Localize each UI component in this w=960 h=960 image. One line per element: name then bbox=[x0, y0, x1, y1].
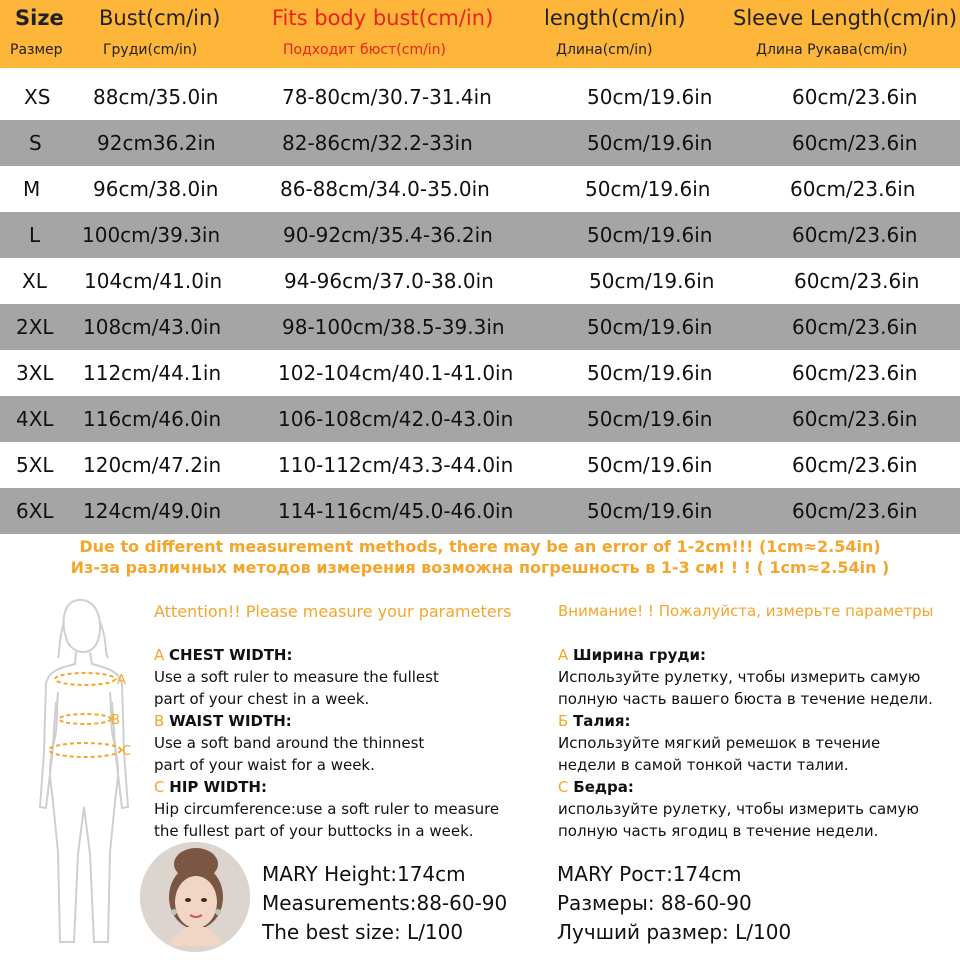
hip-line-2-ru: полную часть ягодиц в течение недели. bbox=[558, 822, 879, 840]
table-header bbox=[0, 0, 960, 68]
header-bust: Bust(cm/in) bbox=[99, 6, 221, 30]
waist-line-1-ru: Используйте мягкий ремешок в течение bbox=[558, 734, 881, 752]
header-fits: Fits body bust(cm/in) bbox=[272, 6, 494, 30]
hip-label-ru: Бедра: bbox=[573, 778, 634, 796]
model-height: MARY Height:174cm bbox=[262, 862, 466, 886]
size-cell: 2XL bbox=[16, 315, 54, 339]
length-cell: 50cm/19.6in bbox=[587, 85, 713, 109]
fits-cell: 90-92cm/35.4-36.2in bbox=[283, 223, 493, 247]
hip-line-1-ru: используйте рулетку, чтобы измерить самую bbox=[558, 800, 919, 818]
size-cell: 5XL bbox=[16, 453, 54, 477]
sleeve-cell: 60cm/23.6in bbox=[792, 499, 918, 523]
hip-label: HIP WIDTH: bbox=[169, 778, 267, 796]
table-row bbox=[0, 304, 960, 350]
size-cell: 6XL bbox=[16, 499, 54, 523]
hip-line-1: Hip circumference:use a soft ruler to measure bbox=[154, 800, 500, 818]
bust-cell: 112cm/44.1in bbox=[83, 361, 222, 385]
fits-cell: 106-108cm/42.0-43.0in bbox=[278, 407, 514, 431]
fits-cell: 86-88cm/34.0-35.0in bbox=[280, 177, 490, 201]
sleeve-cell: 60cm/23.6in bbox=[790, 177, 916, 201]
chest-line-2: part of your chest in a week. bbox=[154, 690, 370, 708]
size-cell: XL bbox=[22, 269, 47, 293]
waist-letter: B bbox=[154, 712, 165, 730]
bust-cell: 104cm/41.0in bbox=[84, 269, 223, 293]
sleeve-cell: 60cm/23.6in bbox=[792, 223, 918, 247]
model-measurements-ru: Размеры: 88-60-90 bbox=[557, 891, 752, 915]
model-best-size: The best size: L/100 bbox=[262, 920, 464, 944]
table-row bbox=[0, 350, 960, 396]
bust-cell: 92cm36.2in bbox=[97, 131, 216, 155]
sleeve-cell: 60cm/23.6in bbox=[792, 131, 918, 155]
header-length: length(cm/in) bbox=[544, 6, 686, 30]
size-cell: 4XL bbox=[16, 407, 54, 431]
table-row bbox=[0, 258, 960, 304]
hip-line-2: the fullest part of your buttocks in a week. bbox=[154, 822, 474, 840]
length-cell: 50cm/19.6in bbox=[587, 453, 713, 477]
bust-cell: 124cm/49.0in bbox=[83, 499, 222, 523]
sleeve-cell: 60cm/23.6in bbox=[792, 453, 918, 477]
chest-letter: A bbox=[154, 646, 165, 664]
header-bust-ru: Груди(cm/in) bbox=[103, 42, 198, 58]
length-cell: 50cm/19.6in bbox=[587, 499, 713, 523]
header-fits-ru: Подходит бюст(cm/in) bbox=[283, 42, 447, 58]
length-cell: 50cm/19.6in bbox=[587, 223, 713, 247]
size-cell: 3XL bbox=[16, 361, 54, 385]
waist-label-ru: Талия: bbox=[573, 712, 631, 730]
error-note-ru: Из-за различных методов измерения возможна погрешность в 1-3 см! ! ! ( 1cm≈2.54in ) bbox=[70, 558, 890, 577]
table-row bbox=[0, 166, 960, 212]
chest-letter-ru: А bbox=[558, 646, 569, 664]
header-sleeve: Sleeve Length(cm/in) bbox=[733, 6, 958, 30]
waist-label: WAIST WIDTH: bbox=[169, 712, 292, 730]
size-table bbox=[0, 74, 960, 534]
chest-label: CHEST WIDTH: bbox=[169, 646, 293, 664]
table-row bbox=[0, 74, 960, 120]
fits-cell: 110-112cm/43.3-44.0in bbox=[278, 453, 514, 477]
error-note-en: Due to different measurement methods, there may be an error of 1-2cm!!! (1cm≈2.54in) bbox=[79, 537, 881, 556]
fits-cell: 78-80cm/30.7-31.4in bbox=[282, 85, 492, 109]
model-measurements: Measurements:88-60-90 bbox=[262, 891, 508, 915]
chest-label-ru: Ширина груди: bbox=[573, 646, 707, 664]
table-row bbox=[0, 396, 960, 442]
model-portrait bbox=[140, 842, 250, 952]
bust-cell: 96cm/38.0in bbox=[93, 177, 219, 201]
sleeve-cell: 60cm/23.6in bbox=[792, 407, 918, 431]
length-cell: 50cm/19.6in bbox=[587, 407, 713, 431]
chest-line-1-ru: Используйте рулетку, чтобы измерить самую bbox=[558, 668, 921, 686]
figure-label-a: A bbox=[117, 673, 126, 688]
bust-cell: 100cm/39.3in bbox=[82, 223, 221, 247]
waist-line-1: Use a soft band around the thinnest bbox=[154, 734, 425, 752]
bust-cell: 120cm/47.2in bbox=[83, 453, 222, 477]
fits-cell: 114-116cm/45.0-46.0in bbox=[278, 499, 514, 523]
header-sleeve-ru: Длина Рукава(cm/in) bbox=[756, 42, 908, 58]
size-cell: L bbox=[29, 223, 41, 247]
header-length-ru: Длина(cm/in) bbox=[556, 42, 653, 58]
table-row bbox=[0, 442, 960, 488]
sleeve-cell: 60cm/23.6in bbox=[792, 361, 918, 385]
waist-line-2: part of your waist for a week. bbox=[154, 756, 375, 774]
model-info-ru bbox=[557, 860, 791, 947]
table-row bbox=[0, 120, 960, 166]
attention-title-ru: Внимание! ! Пожалуйста, измерьте параметры bbox=[558, 602, 934, 620]
bust-cell: 88cm/35.0in bbox=[93, 85, 219, 109]
sleeve-cell: 60cm/23.6in bbox=[794, 269, 920, 293]
model-avatar bbox=[140, 842, 250, 952]
size-cell: S bbox=[29, 131, 42, 155]
attention-title-en: Attention!! Please measure your parameters bbox=[154, 602, 512, 621]
model-best-size-ru: Лучший размер: L/100 bbox=[557, 920, 792, 944]
table-row bbox=[0, 212, 960, 258]
length-cell: 50cm/19.6in bbox=[587, 315, 713, 339]
figure-label-c: C bbox=[122, 744, 132, 759]
hip-letter: C bbox=[154, 778, 165, 796]
model-info-en bbox=[262, 860, 507, 947]
header-size-ru: Размер bbox=[10, 42, 63, 58]
chest-instructions-ru bbox=[558, 644, 933, 842]
fits-cell: 102-104cm/40.1-41.0in bbox=[278, 361, 514, 385]
chest-line-2-ru: полную часть вашего бюста в течение недели. bbox=[558, 690, 933, 708]
length-cell: 50cm/19.6in bbox=[587, 361, 713, 385]
length-cell: 50cm/19.6in bbox=[589, 269, 715, 293]
waist-line-2-ru: недели в самой тонкой части талии. bbox=[558, 756, 849, 774]
size-cell: XS bbox=[24, 85, 51, 109]
length-cell: 50cm/19.6in bbox=[585, 177, 711, 201]
fits-cell: 94-96cm/37.0-38.0in bbox=[284, 269, 494, 293]
fits-cell: 82-86cm/32.2-33in bbox=[282, 131, 473, 155]
hip-letter-ru: С bbox=[558, 778, 569, 796]
model-height-ru: MARY Рост:174cm bbox=[557, 862, 742, 886]
body-figure bbox=[28, 592, 153, 957]
bust-cell: 116cm/46.0in bbox=[83, 407, 222, 431]
waist-letter-ru: Б bbox=[558, 712, 569, 730]
bust-cell: 108cm/43.0in bbox=[83, 315, 222, 339]
table-row bbox=[0, 488, 960, 534]
sleeve-cell: 60cm/23.6in bbox=[792, 85, 918, 109]
chest-line-1: Use a soft ruler to measure the fullest bbox=[154, 668, 439, 686]
length-cell: 50cm/19.6in bbox=[587, 131, 713, 155]
fits-cell: 98-100cm/38.5-39.3in bbox=[282, 315, 505, 339]
header-size: Size bbox=[15, 6, 64, 30]
size-cell: M bbox=[23, 177, 41, 201]
sleeve-cell: 60cm/23.6in bbox=[792, 315, 918, 339]
chest-instructions-en bbox=[154, 644, 499, 842]
figure-label-b: B bbox=[111, 713, 120, 728]
